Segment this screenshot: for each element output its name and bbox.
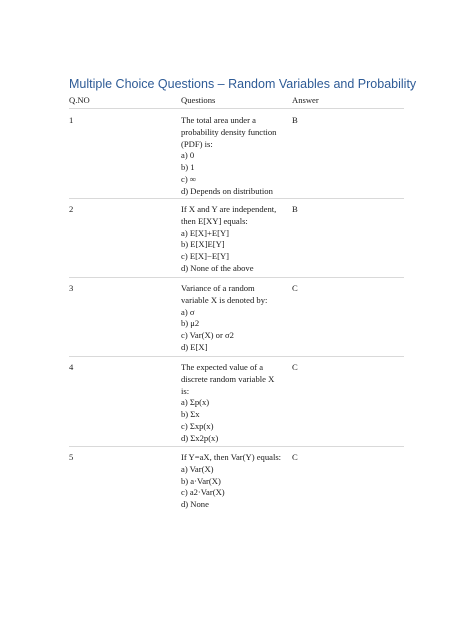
option-line: a) 0	[181, 150, 195, 161]
option-line: d) E[X]	[181, 341, 208, 352]
header-questions: Questions	[181, 95, 216, 105]
row-divider	[69, 446, 404, 447]
question-stem-line: If Y=aX, then Var(Y) equals:	[181, 452, 282, 462]
question-number: 1	[69, 115, 74, 125]
question-stem-line: The total area under a	[181, 115, 256, 125]
option-line: b) 1	[181, 162, 195, 173]
row-divider	[69, 356, 404, 357]
option-line: a) Var(X)	[181, 463, 214, 474]
question-stem-line: If X and Y are independent,	[181, 204, 277, 214]
option-line: d) None	[181, 499, 209, 510]
question-stem-line: discrete random variable X	[181, 373, 275, 384]
option-line: c) Var(X) or σ2	[181, 330, 234, 341]
question-number: 2	[69, 204, 74, 214]
header-divider	[69, 108, 404, 109]
question-stem-line: Variance of a random	[181, 283, 255, 293]
question-stem-line: is:	[181, 385, 190, 396]
question-text	[181, 452, 289, 511]
option-line: d) Σx2p(x)	[181, 432, 219, 443]
question-stem-line: (PDF) is:	[181, 138, 213, 149]
option-line: c) ∞	[181, 173, 196, 184]
document-title: Multiple Choice Questions – Random Variables and Probability	[69, 77, 417, 91]
question-number: 5	[69, 452, 74, 462]
answer-letter: B	[292, 115, 298, 125]
option-line: b) a·Var(X)	[181, 475, 221, 486]
question-text	[181, 204, 289, 275]
option-line: b) E[X]E[Y]	[181, 239, 225, 250]
question-stem-line: variable X is denoted by:	[181, 294, 268, 305]
option-line: a) E[X]+E[Y]	[181, 227, 230, 238]
option-line: c) a2·Var(X)	[181, 487, 225, 498]
header-qno: Q.NO	[69, 95, 90, 105]
option-line: b) Σx	[181, 409, 200, 420]
option-line: a) Σp(x)	[181, 397, 210, 408]
option-line: d) Depends on distribution	[181, 185, 273, 196]
question-stem-line: probability density function	[181, 126, 277, 137]
answer-letter: C	[292, 452, 298, 462]
row-divider	[69, 198, 404, 199]
option-line: c) Σxp(x)	[181, 420, 214, 431]
option-line: b) μ2	[181, 318, 200, 329]
answer-letter: B	[292, 204, 298, 214]
option-line: d) None of the above	[181, 262, 254, 273]
question-text	[181, 115, 289, 198]
answer-letter: C	[292, 283, 298, 293]
option-line: a) σ	[181, 306, 195, 317]
option-line: c) E[X]−E[Y]	[181, 251, 230, 262]
header-answer: Answer	[292, 95, 319, 105]
question-stem-line: then E[XY] equals:	[181, 215, 248, 226]
question-text	[181, 362, 289, 445]
question-number: 4	[69, 362, 74, 372]
answer-letter: C	[292, 362, 298, 372]
question-stem-line: The expected value of a	[181, 362, 264, 372]
question-number: 3	[69, 283, 74, 293]
question-text	[181, 283, 289, 354]
row-divider	[69, 277, 404, 278]
